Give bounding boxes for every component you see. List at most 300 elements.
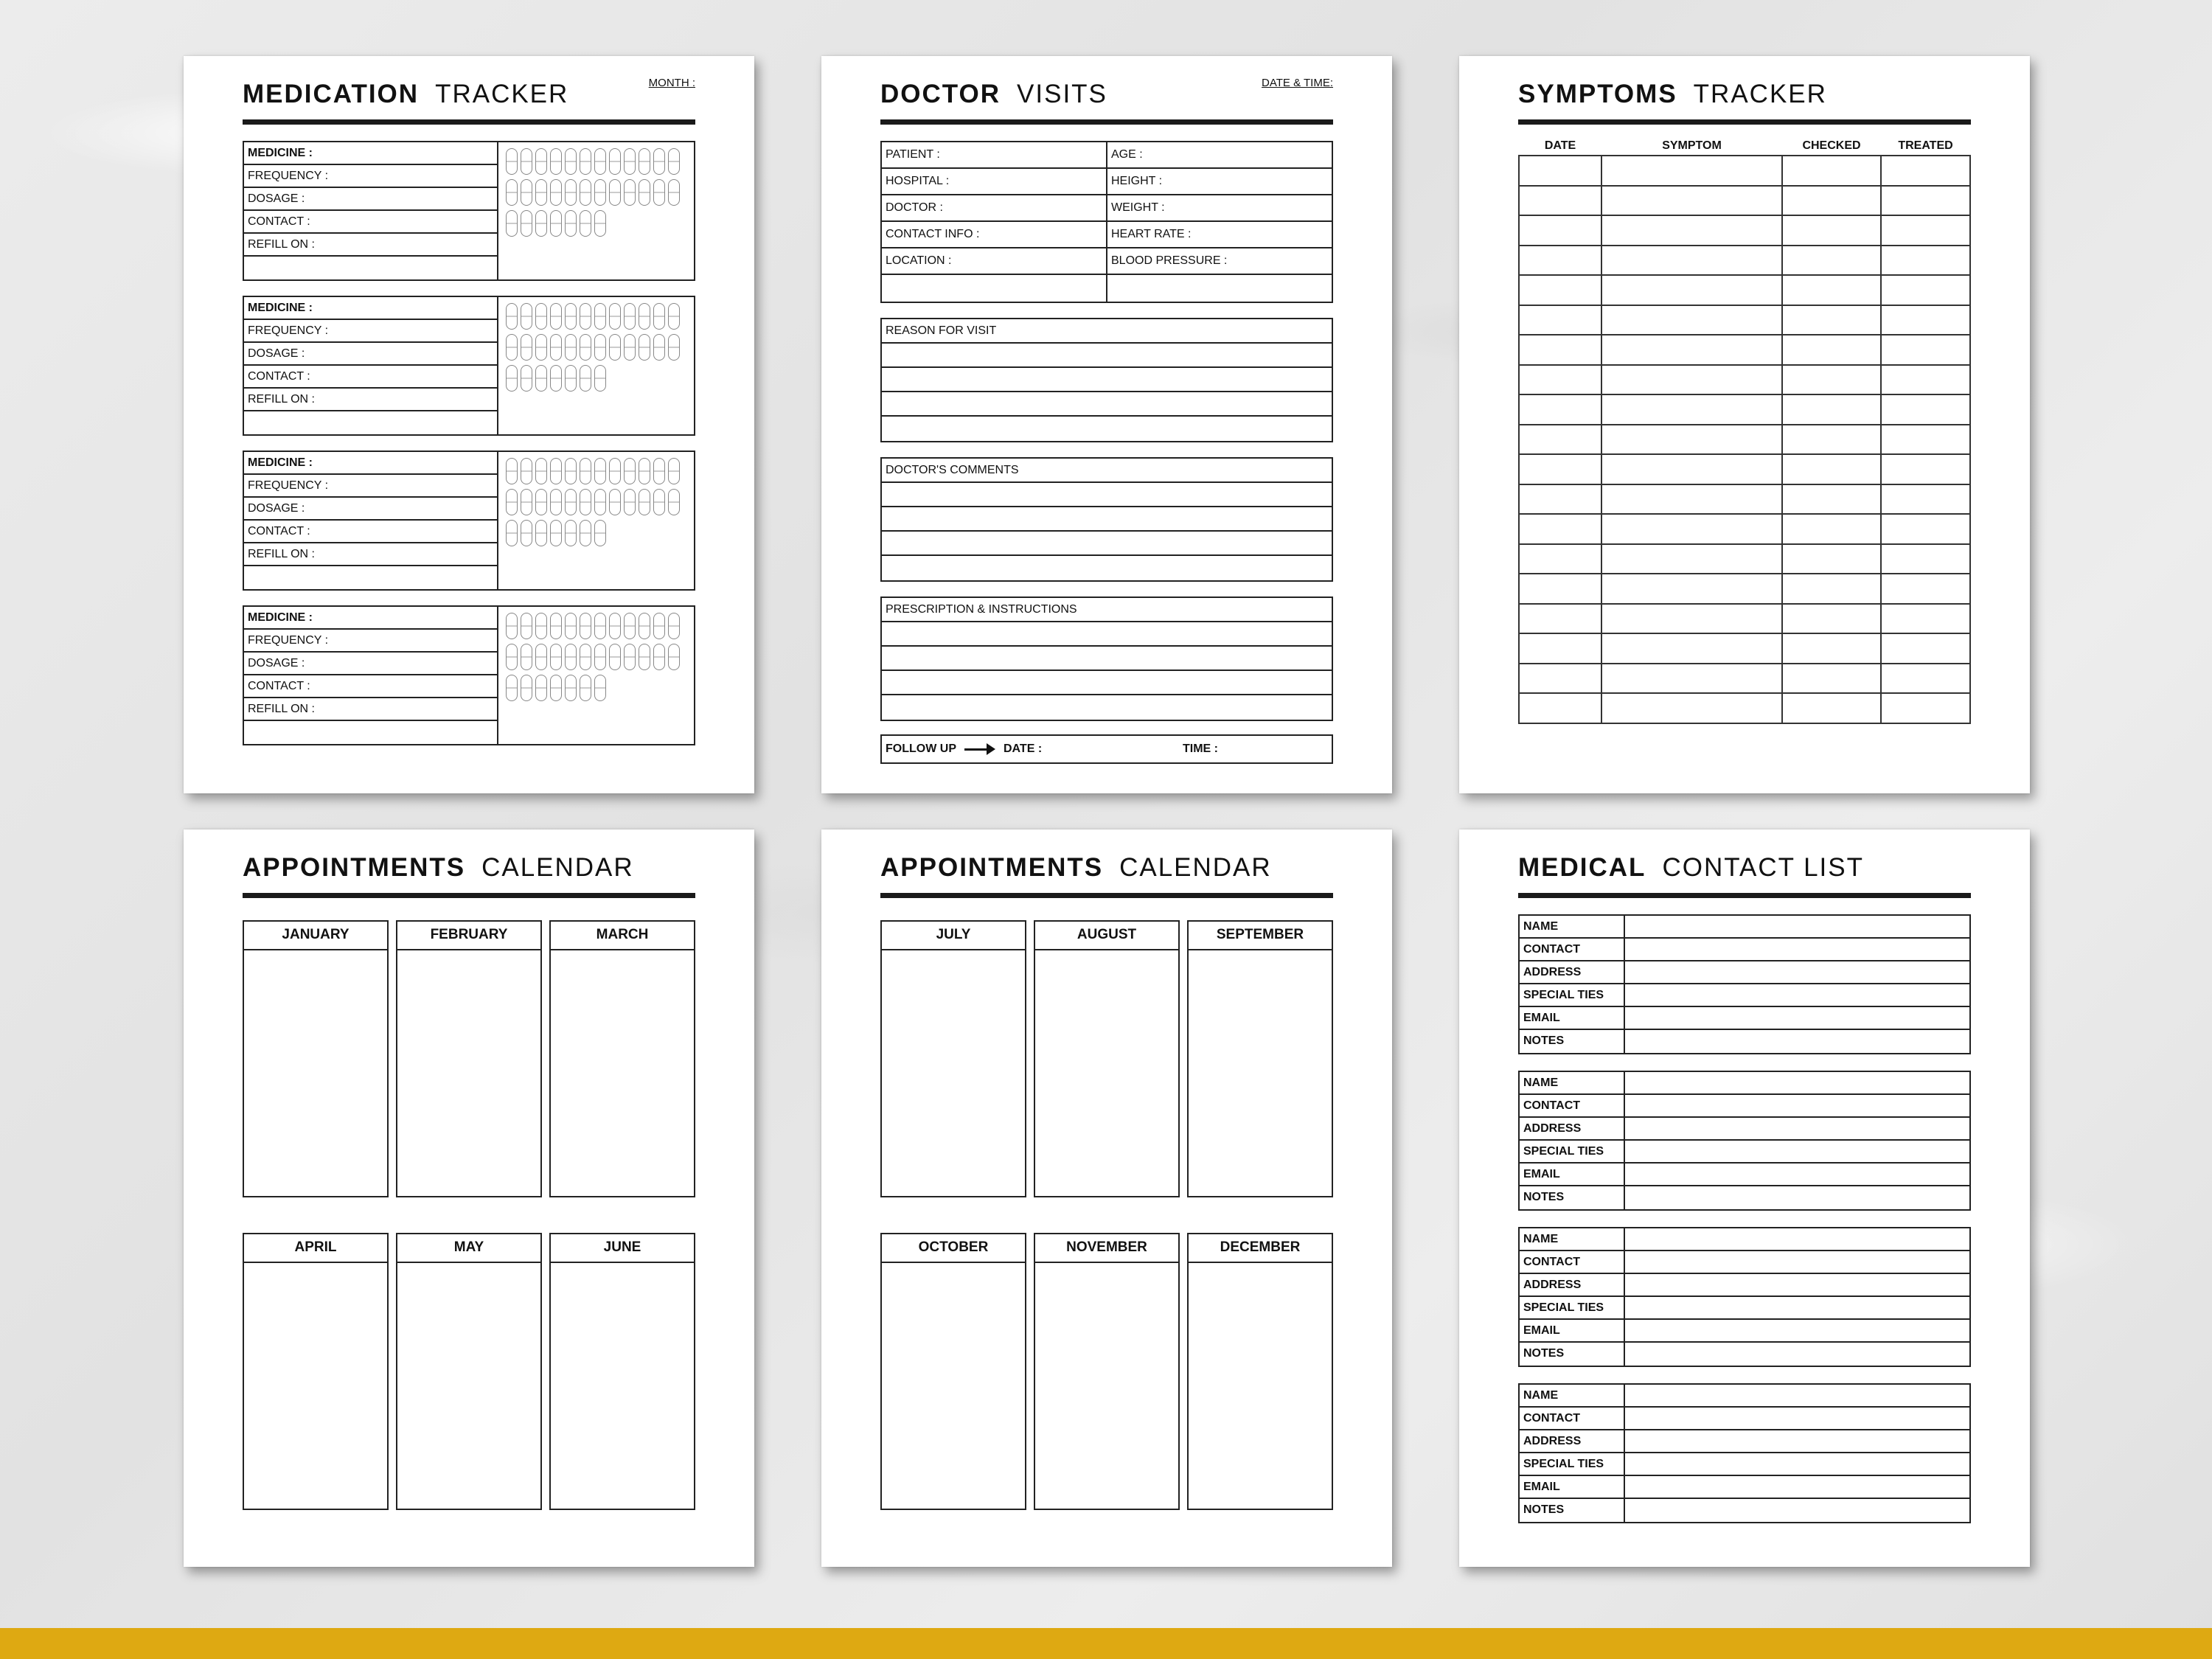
pill-checkbox-icon[interactable] (668, 644, 680, 670)
field-frequency[interactable]: FREQUENCY : (244, 475, 497, 498)
table-cell[interactable] (1782, 574, 1881, 604)
value-name[interactable] (1625, 1385, 1969, 1406)
pill-checkbox-icon[interactable] (580, 179, 591, 206)
table-cell[interactable] (1601, 693, 1782, 723)
table-cell[interactable] (1519, 633, 1601, 664)
field-contact[interactable]: CONTACT : (244, 211, 497, 234)
field-dosage[interactable]: DOSAGE : (244, 343, 497, 366)
field-frequency[interactable]: FREQUENCY : (244, 165, 497, 188)
pill-checkbox-icon[interactable] (609, 644, 621, 670)
pill-checkbox-icon[interactable] (594, 365, 606, 392)
table-row (1519, 246, 1970, 276)
field-frequency[interactable]: FREQUENCY : (244, 320, 497, 343)
table-cell[interactable] (1601, 604, 1782, 634)
pill-checkbox-icon[interactable] (639, 458, 650, 484)
table-cell[interactable] (1782, 156, 1881, 186)
pill-checkbox-icon[interactable] (624, 613, 636, 639)
table-cell[interactable] (1519, 335, 1601, 365)
value-name[interactable] (1625, 916, 1969, 937)
pill-checkbox-icon[interactable] (668, 179, 680, 206)
table-cell[interactable] (1601, 664, 1782, 694)
label-address: ADDRESS (1520, 961, 1625, 983)
table-cell[interactable] (1519, 544, 1601, 574)
table-cell[interactable] (1881, 425, 1970, 455)
pill-checkbox-icon[interactable] (653, 644, 665, 670)
pill-checkbox-icon[interactable] (535, 613, 547, 639)
value-contact[interactable] (1625, 1251, 1969, 1273)
table-cell[interactable] (1601, 246, 1782, 276)
table-cell[interactable] (1519, 275, 1601, 305)
pill-checkbox-icon[interactable] (506, 179, 518, 206)
months-row (243, 1233, 695, 1510)
field-heart-rate[interactable]: HEART RATE : (1107, 222, 1332, 248)
table-cell[interactable] (1601, 186, 1782, 216)
pill-checkbox-icon[interactable] (506, 303, 518, 330)
table-cell[interactable] (1601, 335, 1782, 365)
pill-checkbox-icon[interactable] (639, 148, 650, 175)
table-cell[interactable] (1519, 574, 1601, 604)
pill-checkbox-icon[interactable] (609, 303, 621, 330)
pill-checkbox-icon[interactable] (565, 365, 577, 392)
table-cell[interactable] (1601, 514, 1782, 544)
pill-checkbox-icon[interactable] (565, 458, 577, 484)
pill-checkboxes[interactable] (498, 452, 694, 589)
page-title: SYMPTOMS TRACKER (1518, 80, 1827, 108)
table-cell[interactable] (1782, 394, 1881, 425)
pill-checkbox-icon[interactable] (624, 179, 636, 206)
month-label: FEBRUARY (397, 922, 540, 950)
field-dosage[interactable]: DOSAGE : (244, 188, 497, 211)
table-cell[interactable] (1519, 664, 1601, 694)
month-box-april[interactable] (243, 1233, 389, 1510)
table-cell[interactable] (1782, 275, 1881, 305)
pill-checkbox-icon[interactable] (521, 148, 532, 175)
pill-checkbox-icon[interactable] (594, 179, 606, 206)
pill-checkbox-icon[interactable] (521, 210, 532, 237)
month-box-january[interactable] (243, 920, 389, 1197)
field-medicine[interactable]: MEDICINE : (244, 607, 497, 630)
writing-line[interactable] (882, 417, 1332, 441)
pill-checkbox-icon[interactable] (580, 644, 591, 670)
table-row (1519, 365, 1970, 395)
pill-checkbox-icon[interactable] (506, 489, 518, 515)
pill-checkbox-icon[interactable] (550, 303, 562, 330)
pill-checkbox-icon[interactable] (521, 520, 532, 546)
pill-checkbox-icon[interactable] (550, 179, 562, 206)
writing-line[interactable] (882, 695, 1332, 720)
table-cell[interactable] (1782, 604, 1881, 634)
pill-checkbox-icon[interactable] (535, 179, 547, 206)
pill-checkbox-icon[interactable] (565, 520, 577, 546)
pill-checkbox-icon[interactable] (506, 675, 518, 701)
pill-checkbox-icon[interactable] (594, 520, 606, 546)
field-location[interactable]: LOCATION : (882, 248, 1106, 275)
pill-checkbox-icon[interactable] (639, 179, 650, 206)
field-refill[interactable]: REFILL ON : (244, 234, 497, 257)
field-contact-info[interactable]: CONTACT INFO : (882, 222, 1106, 248)
pill-checkbox-icon[interactable] (535, 365, 547, 392)
pill-checkbox-icon[interactable] (580, 365, 591, 392)
writing-line[interactable] (882, 392, 1332, 417)
table-cell[interactable] (1601, 484, 1782, 515)
pill-checkbox-icon[interactable] (609, 613, 621, 639)
pill-checkbox-icon[interactable] (550, 520, 562, 546)
table-cell[interactable] (1601, 574, 1782, 604)
month-box-december[interactable] (1187, 1233, 1333, 1510)
pill-checkbox-icon[interactable] (580, 520, 591, 546)
pill-checkbox-icon[interactable] (668, 303, 680, 330)
pill-checkbox-icon[interactable] (609, 179, 621, 206)
pill-checkbox-icon[interactable] (594, 334, 606, 361)
pill-checkbox-icon[interactable] (521, 334, 532, 361)
pill-checkbox-icon[interactable] (594, 210, 606, 237)
pill-checkbox-icon[interactable] (580, 303, 591, 330)
table-cell[interactable] (1782, 514, 1881, 544)
table-cell[interactable] (1881, 574, 1970, 604)
pill-checkbox-icon[interactable] (535, 210, 547, 237)
table-cell[interactable] (1881, 454, 1970, 484)
field-medicine[interactable]: MEDICINE : (244, 452, 497, 475)
writing-line[interactable] (882, 556, 1332, 580)
table-cell[interactable] (1881, 604, 1970, 634)
field-patient[interactable]: PATIENT : (882, 142, 1106, 169)
value-email[interactable] (1625, 1007, 1969, 1029)
pill-checkbox-icon[interactable] (565, 334, 577, 361)
field-dosage[interactable]: DOSAGE : (244, 498, 497, 521)
pill-checkbox-icon[interactable] (550, 148, 562, 175)
pill-checkbox-icon[interactable] (535, 675, 547, 701)
writing-line[interactable] (882, 671, 1332, 695)
field-hospital[interactable]: HOSPITAL : (882, 169, 1106, 195)
field-contact[interactable]: CONTACT : (244, 521, 497, 543)
pill-checkbox-icon[interactable] (653, 489, 665, 515)
table-cell[interactable] (1881, 484, 1970, 515)
value-notes[interactable] (1625, 1499, 1969, 1522)
writing-line[interactable] (882, 507, 1332, 532)
table-cell[interactable] (1782, 484, 1881, 515)
field-contact[interactable]: CONTACT : (244, 366, 497, 389)
table-cell[interactable] (1881, 693, 1970, 723)
field-dosage[interactable]: DOSAGE : (244, 653, 497, 675)
pill-checkbox-icon[interactable] (521, 644, 532, 670)
table-cell[interactable] (1881, 156, 1970, 186)
pill-checkbox-icon[interactable] (668, 613, 680, 639)
table-cell[interactable] (1881, 633, 1970, 664)
pill-checkbox-icon[interactable] (550, 644, 562, 670)
value-address[interactable] (1625, 961, 1969, 983)
value-notes[interactable] (1625, 1343, 1969, 1366)
pill-checkbox-icon[interactable] (521, 303, 532, 330)
table-cell[interactable] (1782, 544, 1881, 574)
pill-checkbox-icon[interactable] (639, 644, 650, 670)
table-cell[interactable] (1782, 335, 1881, 365)
pill-checkbox-icon[interactable] (624, 458, 636, 484)
label-notes: NOTES (1520, 1186, 1625, 1209)
pill-checkbox-icon[interactable] (580, 613, 591, 639)
pill-checkbox-icon[interactable] (624, 334, 636, 361)
pill-checkboxes[interactable] (498, 607, 694, 744)
table-cell[interactable] (1601, 394, 1782, 425)
pill-checkbox-icon[interactable] (639, 489, 650, 515)
month-box-july[interactable] (880, 920, 1026, 1197)
table-cell[interactable] (1881, 246, 1970, 276)
table-cell[interactable] (1782, 454, 1881, 484)
pill-checkbox-icon[interactable] (535, 303, 547, 330)
field-doctor[interactable]: DOCTOR : (882, 195, 1106, 222)
table-cell[interactable] (1881, 335, 1970, 365)
field-blood-pressure[interactable]: BLOOD PRESSURE : (1107, 248, 1332, 275)
table-cell[interactable] (1519, 246, 1601, 276)
pill-checkbox-icon[interactable] (594, 613, 606, 639)
table-cell[interactable] (1881, 186, 1970, 216)
value-email[interactable] (1625, 1476, 1969, 1498)
table-cell[interactable] (1519, 693, 1601, 723)
field-refill[interactable]: REFILL ON : (244, 389, 497, 411)
pill-checkbox-icon[interactable] (594, 458, 606, 484)
table-cell[interactable] (1782, 186, 1881, 216)
table-cell[interactable] (1601, 275, 1782, 305)
pill-checkbox-icon[interactable] (653, 334, 665, 361)
pill-checkbox-icon[interactable] (565, 644, 577, 670)
value-address[interactable] (1625, 1274, 1969, 1295)
pill-checkboxes[interactable] (498, 297, 694, 434)
pill-checkbox-icon[interactable] (580, 334, 591, 361)
table-cell[interactable] (1782, 246, 1881, 276)
month-box-october[interactable] (880, 1233, 1026, 1510)
pill-checkbox-icon[interactable] (506, 365, 518, 392)
table-row (1519, 186, 1970, 216)
value-specialties[interactable] (1625, 1453, 1969, 1475)
pill-checkbox-icon[interactable] (535, 520, 547, 546)
table-row (1519, 156, 1970, 186)
table-cell[interactable] (1881, 305, 1970, 335)
table-cell[interactable] (1881, 365, 1970, 395)
table-cell[interactable] (1519, 186, 1601, 216)
field-weight[interactable]: WEIGHT : (1107, 195, 1332, 222)
pill-checkbox-icon[interactable] (624, 303, 636, 330)
pill-checkbox-icon[interactable] (668, 489, 680, 515)
table-cell[interactable] (1782, 305, 1881, 335)
table-row (1519, 484, 1970, 515)
table-cell[interactable] (1601, 365, 1782, 395)
table-cell[interactable] (1881, 394, 1970, 425)
pill-checkbox-icon[interactable] (624, 644, 636, 670)
pill-checkbox-icon[interactable] (594, 489, 606, 515)
pill-checkbox-icon[interactable] (565, 179, 577, 206)
field-medicine[interactable]: MEDICINE : (244, 297, 497, 320)
field-medicine[interactable]: MEDICINE : (244, 142, 497, 165)
value-specialties[interactable] (1625, 1297, 1969, 1318)
field-frequency[interactable]: FREQUENCY : (244, 630, 497, 653)
pill-checkbox-icon[interactable] (521, 613, 532, 639)
table-cell[interactable] (1601, 454, 1782, 484)
value-contact[interactable] (1625, 1095, 1969, 1116)
pill-checkbox-icon[interactable] (668, 334, 680, 361)
pill-checkbox-icon[interactable] (668, 458, 680, 484)
pill-checkbox-icon[interactable] (624, 489, 636, 515)
table-cell[interactable] (1782, 365, 1881, 395)
writing-line[interactable] (882, 483, 1332, 507)
table-cell[interactable] (1601, 425, 1782, 455)
table-cell[interactable] (1519, 394, 1601, 425)
pill-checkbox-icon[interactable] (506, 210, 518, 237)
pill-checkbox-icon[interactable] (535, 148, 547, 175)
contact-card (1518, 914, 1971, 1054)
table-row (1519, 574, 1970, 604)
pill-checkbox-icon[interactable] (550, 489, 562, 515)
pill-checkbox-icon[interactable] (521, 365, 532, 392)
field-age[interactable]: AGE : (1107, 142, 1332, 169)
pill-checkbox-icon[interactable] (594, 148, 606, 175)
table-cell[interactable] (1519, 305, 1601, 335)
pill-checkbox-icon[interactable] (594, 644, 606, 670)
pill-checkbox-icon[interactable] (506, 520, 518, 546)
table-cell[interactable] (1519, 365, 1601, 395)
table-cell[interactable] (1601, 156, 1782, 186)
pill-checkbox-icon[interactable] (535, 334, 547, 361)
table-cell[interactable] (1782, 633, 1881, 664)
pill-checkbox-icon[interactable] (668, 148, 680, 175)
label-notes: NOTES (1520, 1343, 1625, 1366)
pill-checkbox-icon[interactable] (506, 148, 518, 175)
table-cell[interactable] (1881, 544, 1970, 574)
pill-checkbox-icon[interactable] (506, 334, 518, 361)
field-height[interactable]: HEIGHT : (1107, 169, 1332, 195)
pill-checkbox-icon[interactable] (535, 644, 547, 670)
pill-checkbox-icon[interactable] (639, 613, 650, 639)
writing-line[interactable] (882, 532, 1332, 556)
table-cell[interactable] (1881, 215, 1970, 246)
label-address: ADDRESS (1520, 1274, 1625, 1295)
table-cell[interactable] (1519, 454, 1601, 484)
pill-checkbox-icon[interactable] (653, 303, 665, 330)
value-specialties[interactable] (1625, 984, 1969, 1006)
pill-checkbox-icon[interactable] (609, 489, 621, 515)
pill-checkbox-icon[interactable] (550, 675, 562, 701)
month-box-august[interactable] (1034, 920, 1180, 1197)
table-cell[interactable] (1782, 664, 1881, 694)
table-cell[interactable] (1601, 544, 1782, 574)
pill-checkbox-icon[interactable] (580, 210, 591, 237)
pill-checkbox-icon[interactable] (550, 334, 562, 361)
pill-checkbox-icon[interactable] (609, 458, 621, 484)
writing-line[interactable] (882, 647, 1332, 671)
table-cell[interactable] (1519, 484, 1601, 515)
blank-row[interactable] (1107, 275, 1332, 302)
pill-checkbox-icon[interactable] (594, 675, 606, 701)
pill-checkbox-icon[interactable] (550, 458, 562, 484)
pill-checkbox-icon[interactable] (521, 675, 532, 701)
pill-checkbox-icon[interactable] (521, 179, 532, 206)
field-refill[interactable]: REFILL ON : (244, 698, 497, 721)
table-cell[interactable] (1601, 633, 1782, 664)
pill-checkbox-icon[interactable] (506, 458, 518, 484)
pill-checkbox-icon[interactable] (653, 179, 665, 206)
pill-checkbox-icon[interactable] (565, 489, 577, 515)
table-cell[interactable] (1601, 215, 1782, 246)
pill-checkbox-icon[interactable] (565, 303, 577, 330)
pill-checkbox-icon[interactable] (535, 489, 547, 515)
table-cell[interactable] (1782, 425, 1881, 455)
writing-line[interactable] (882, 344, 1332, 368)
field-contact[interactable]: CONTACT : (244, 675, 497, 698)
pill-checkboxes[interactable] (498, 142, 694, 279)
table-cell[interactable] (1881, 514, 1970, 544)
pill-checkbox-icon[interactable] (580, 148, 591, 175)
value-name[interactable] (1625, 1072, 1969, 1093)
pill-checkbox-icon[interactable] (550, 613, 562, 639)
pill-checkbox-icon[interactable] (565, 210, 577, 237)
value-specialties[interactable] (1625, 1141, 1969, 1162)
value-contact[interactable] (1625, 939, 1969, 960)
value-name[interactable] (1625, 1228, 1969, 1250)
pill-checkbox-icon[interactable] (609, 148, 621, 175)
month-box-may[interactable] (396, 1233, 542, 1510)
value-address[interactable] (1625, 1430, 1969, 1452)
table-cell[interactable] (1881, 275, 1970, 305)
pill-checkbox-icon[interactable] (624, 148, 636, 175)
table-cell[interactable] (1519, 604, 1601, 634)
month-box-march[interactable] (549, 920, 695, 1197)
value-address[interactable] (1625, 1118, 1969, 1139)
table-cell[interactable] (1782, 215, 1881, 246)
table-cell[interactable] (1881, 664, 1970, 694)
table-cell[interactable] (1782, 693, 1881, 723)
blank-row[interactable] (882, 275, 1106, 302)
value-notes[interactable] (1625, 1186, 1969, 1209)
month-box-november[interactable] (1034, 1233, 1180, 1510)
pill-checkbox-icon[interactable] (535, 458, 547, 484)
table-cell[interactable] (1519, 215, 1601, 246)
pill-checkbox-icon[interactable] (653, 148, 665, 175)
writing-line[interactable] (882, 368, 1332, 392)
pill-checkbox-icon[interactable] (521, 458, 532, 484)
pill-checkbox-icon[interactable] (506, 613, 518, 639)
table-cell[interactable] (1519, 156, 1601, 186)
table-cell[interactable] (1601, 305, 1782, 335)
pill-checkbox-icon[interactable] (565, 148, 577, 175)
table-row (1519, 425, 1970, 455)
value-email[interactable] (1625, 1320, 1969, 1341)
pill-checkbox-icon[interactable] (580, 489, 591, 515)
pill-checkbox-icon[interactable] (506, 644, 518, 670)
month-box-june[interactable] (549, 1233, 695, 1510)
follow-up-row[interactable] (880, 734, 1333, 764)
pill-checkbox-icon[interactable] (550, 210, 562, 237)
writing-line[interactable] (882, 622, 1332, 647)
pill-checkbox-icon[interactable] (653, 458, 665, 484)
pill-checkbox-icon[interactable] (653, 613, 665, 639)
pill-checkbox-icon[interactable] (639, 303, 650, 330)
month-box-february[interactable] (396, 920, 542, 1197)
value-notes[interactable] (1625, 1030, 1969, 1053)
pill-checkbox-icon[interactable] (550, 365, 562, 392)
table-cell[interactable] (1519, 514, 1601, 544)
pill-checkbox-icon[interactable] (580, 675, 591, 701)
value-contact[interactable] (1625, 1408, 1969, 1429)
value-email[interactable] (1625, 1164, 1969, 1185)
pill-checkbox-icon[interactable] (639, 334, 650, 361)
pill-checkbox-icon[interactable] (565, 613, 577, 639)
field-refill[interactable]: REFILL ON : (244, 543, 497, 566)
pill-checkbox-icon[interactable] (609, 334, 621, 361)
pill-checkbox-icon[interactable] (594, 303, 606, 330)
month-box-september[interactable] (1187, 920, 1333, 1197)
pill-checkbox-icon[interactable] (565, 675, 577, 701)
table-cell[interactable] (1519, 425, 1601, 455)
pill-checkbox-icon[interactable] (580, 458, 591, 484)
pill-checkbox-icon[interactable] (521, 489, 532, 515)
